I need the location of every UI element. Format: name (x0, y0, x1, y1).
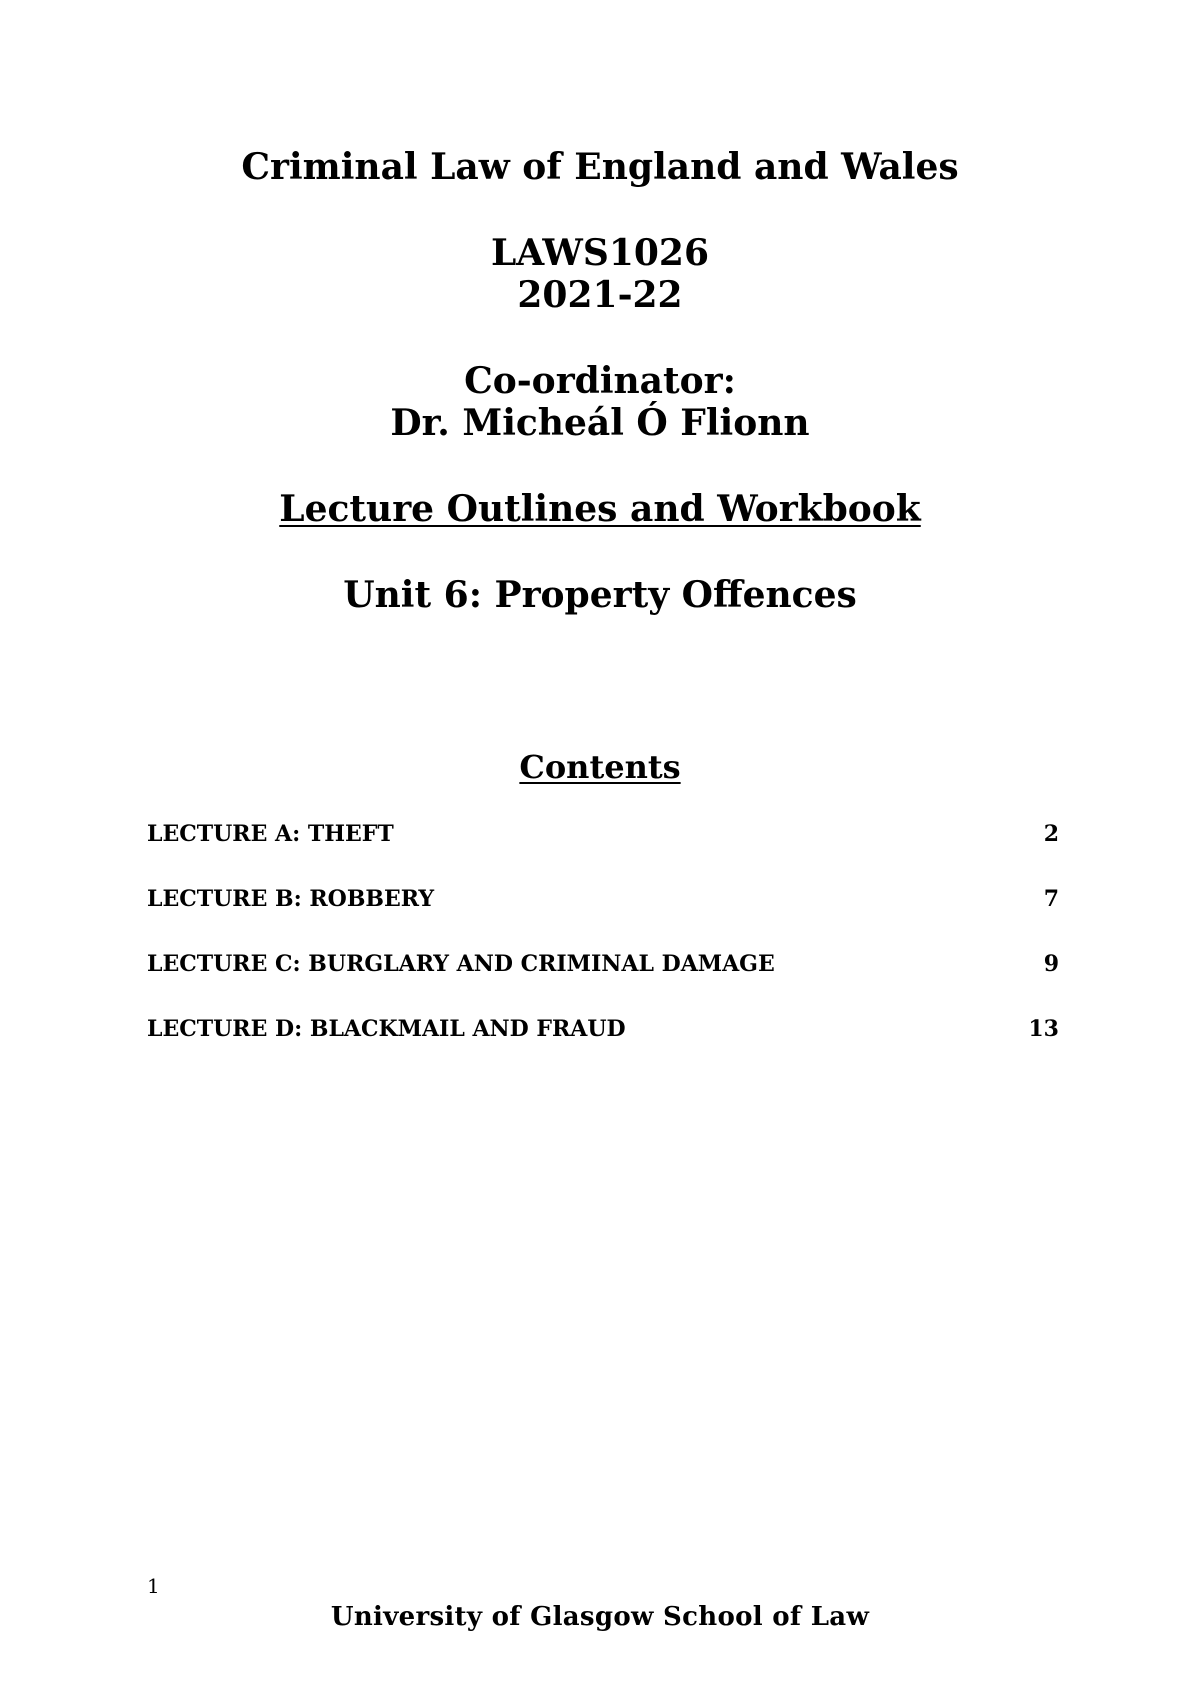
course-code: LAWS1026 (490, 232, 710, 274)
toc-entry-page: 7 (1043, 886, 1059, 912)
page-number: 1 (147, 1574, 160, 1598)
toc-entry-lecture-c[interactable] (147, 950, 1059, 1015)
unit-title: Unit 6: Property Offences (343, 574, 857, 616)
toc-entry-page: 9 (1043, 951, 1059, 977)
toc-entry-lecture-b[interactable] (147, 885, 1059, 950)
course-title: Criminal Law of England and Wales (241, 146, 959, 188)
coordinator-label: Co-ordinator: (464, 360, 736, 402)
toc-entry-lecture-a[interactable] (147, 820, 1059, 885)
academic-year: 2021-22 (517, 274, 683, 316)
toc-entry-page: 2 (1043, 821, 1059, 847)
coordinator-name: Dr. Micheál Ó Flionn (390, 402, 810, 444)
toc-entry-page: 13 (1028, 1016, 1059, 1042)
toc-entry-lecture-d[interactable] (147, 1015, 1059, 1080)
contents-heading: Contents (519, 748, 681, 786)
toc-entry-title: LECTURE C: BURGLARY AND CRIMINAL DAMAGE (147, 951, 775, 977)
footer-institution: University of Glasgow School of Law (330, 1602, 870, 1632)
toc-entry-title: LECTURE D: BLACKMAIL AND FRAUD (147, 1016, 626, 1042)
table-of-contents (147, 820, 1059, 1080)
toc-entry-title: LECTURE B: ROBBERY (147, 886, 435, 912)
toc-entry-title: LECTURE A: THEFT (147, 821, 394, 847)
document-title: Lecture Outlines and Workbook (279, 488, 921, 530)
